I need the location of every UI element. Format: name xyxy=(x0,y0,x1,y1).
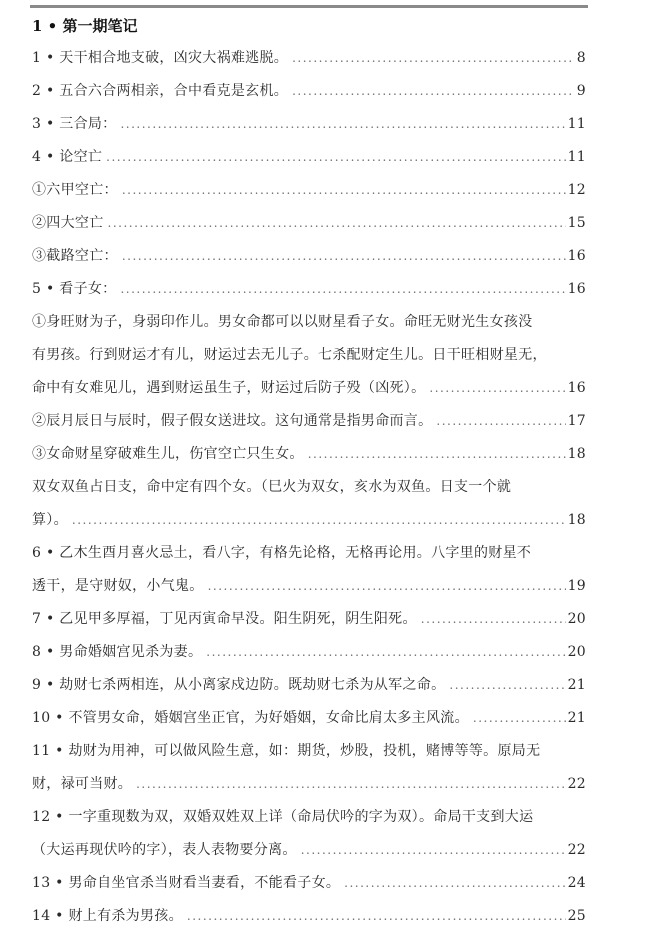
toc-entry[interactable] xyxy=(30,405,588,438)
top-divider xyxy=(30,5,588,8)
dot-leader xyxy=(429,372,565,405)
toc-entry-text-line: ②四大空亡 xyxy=(32,215,104,231)
toc-entry-text-line: 双女双鱼占日支，命中定有四个女。（巳火为双女，亥水为双鱼。日支一个就 xyxy=(32,479,512,495)
dot-leader xyxy=(436,405,565,438)
toc-entry-text-line: 8 • 男命婚姻宫见杀为妻。 xyxy=(32,644,203,660)
toc-entry-text-line: 12 • 一字重现数为双，双婚双姓双上详（命局伏吟的字为双）。命局干支到大运 xyxy=(32,809,534,825)
toc-entry[interactable] xyxy=(30,801,588,867)
toc-entry-final-line xyxy=(32,636,588,669)
page-number: 16 xyxy=(567,380,586,396)
page-number: 16 xyxy=(567,248,586,264)
page-number: 11 xyxy=(567,149,586,165)
toc-entry[interactable] xyxy=(30,108,588,141)
toc-entry[interactable] xyxy=(30,603,588,636)
toc-entry-text-line: 4 • 论空亡 xyxy=(32,149,103,165)
dot-leader xyxy=(72,504,566,537)
page-number: 22 xyxy=(567,842,586,858)
toc-entry[interactable] xyxy=(30,438,588,471)
toc-entry-text-line: ③截路空亡： xyxy=(32,248,118,264)
toc-entry[interactable] xyxy=(30,273,588,306)
toc-entry-text-line: ①六甲空亡： xyxy=(32,182,118,198)
toc-entry-text-line: 7 • 乙见甲多厚福，丁见丙寅命早没。阳生阴死，阴生阳死。 xyxy=(32,611,417,627)
toc-entry-text-line: 9 • 劫财七杀两相连，从小离家戍边防。既劫财七杀为从军之命。 xyxy=(32,677,446,693)
page-number: 24 xyxy=(567,875,586,891)
toc-entry-final-line xyxy=(32,75,588,108)
page-number: 25 xyxy=(567,908,586,924)
toc-entry-final-line xyxy=(32,900,588,933)
toc-entry-final-line xyxy=(32,141,588,174)
dot-leader xyxy=(108,207,566,240)
toc-entry-final-line xyxy=(32,768,588,801)
page-number: 15 xyxy=(567,215,586,231)
dot-leader xyxy=(473,702,566,735)
page-number: 19 xyxy=(567,578,586,594)
toc-entry-final-line xyxy=(32,42,588,75)
page-number: 8 xyxy=(576,50,586,66)
toc-entry-text-line: 算）。 xyxy=(32,512,68,528)
toc-entry[interactable] xyxy=(30,207,588,240)
toc-entry-final-line xyxy=(32,669,588,702)
page-number: 21 xyxy=(567,677,586,693)
page-number: 11 xyxy=(567,116,586,132)
toc-entry-final-line xyxy=(32,867,588,900)
toc-entry-final-line xyxy=(32,273,588,306)
toc-entry-text-line: 有男孩。行到财运才有儿，财运过去无儿子。七杀配财定生儿。日干旺相财星无， xyxy=(32,347,547,363)
toc-entry[interactable] xyxy=(30,669,588,702)
dot-leader xyxy=(292,42,572,75)
toc-entry-final-line xyxy=(32,108,588,141)
toc-page xyxy=(30,0,588,933)
toc-entry-text-line: 财，禄可当财。 xyxy=(32,776,133,792)
toc-entry[interactable] xyxy=(30,306,588,405)
dot-leader xyxy=(208,570,566,603)
page-number: 22 xyxy=(567,776,586,792)
toc-entry-text-line: 3 • 三合局： xyxy=(32,116,117,132)
dot-leader xyxy=(301,834,566,867)
dot-leader xyxy=(120,273,565,306)
toc-entry[interactable] xyxy=(30,867,588,900)
toc-entry[interactable] xyxy=(30,636,588,669)
table-of-contents xyxy=(30,42,588,933)
toc-entry[interactable] xyxy=(30,537,588,603)
toc-entry[interactable] xyxy=(30,702,588,735)
toc-entry-final-line xyxy=(32,372,588,405)
toc-entry-text-line: 2 • 五合六合两相亲，合中看克是玄机。 xyxy=(32,83,289,99)
dot-leader xyxy=(421,603,566,636)
page-number: 18 xyxy=(567,446,586,462)
toc-entry-final-line xyxy=(32,834,588,867)
dot-leader xyxy=(344,867,565,900)
toc-entry-text-line: 11 • 劫财为用神，可以做风险生意，如：期货，炒股，投机，赌博等等。原局无 xyxy=(32,743,541,759)
page-number: 21 xyxy=(567,710,586,726)
dot-leader xyxy=(136,768,565,801)
page-number: 9 xyxy=(576,83,586,99)
toc-entry-text-line: 6 • 乙木生酉月喜火忌土，看八字，有格先论格，无格再论用。八字里的财星不 xyxy=(32,545,532,561)
page-number: 12 xyxy=(567,182,586,198)
toc-entry[interactable] xyxy=(30,735,588,801)
toc-entry-final-line xyxy=(32,702,588,735)
toc-entry[interactable] xyxy=(30,240,588,273)
dot-leader xyxy=(122,174,566,207)
toc-entry-text-line: 1 • 天干相合地支破，凶灾大祸难逃脱。 xyxy=(32,50,289,66)
toc-entry-text-line: 13 • 男命自坐官杀当财看当妻看，不能看子女。 xyxy=(32,875,341,891)
page-number: 18 xyxy=(567,512,586,528)
dot-leader xyxy=(122,240,566,273)
page-number: 20 xyxy=(567,644,586,660)
toc-entry[interactable] xyxy=(30,174,588,207)
dot-leader xyxy=(106,141,565,174)
toc-entry[interactable] xyxy=(30,471,588,537)
toc-entry-final-line xyxy=(32,603,588,636)
page-number: 16 xyxy=(567,281,586,297)
dot-leader xyxy=(308,438,566,471)
dot-leader xyxy=(120,108,565,141)
toc-entry-final-line xyxy=(32,207,588,240)
toc-entry[interactable] xyxy=(30,141,588,174)
toc-entry-text-line: 5 • 看子女： xyxy=(32,281,117,297)
toc-entry[interactable] xyxy=(30,42,588,75)
dot-leader xyxy=(187,900,566,933)
toc-entry-text-line: ①身旺财为子，身弱印作儿。男女命都可以以财星看子女。命旺无财光生女孩没 xyxy=(32,314,533,330)
toc-entry-text-line: （大运再现伏吟的字），表人表物要分离。 xyxy=(32,842,297,858)
dot-leader xyxy=(206,636,565,669)
page-number: 17 xyxy=(567,413,586,429)
toc-entry-text-line: 10 • 不管男女命，婚姻宫坐正官，为好婚姻，女命比肩太多主风流。 xyxy=(32,710,469,726)
dot-leader xyxy=(292,75,572,108)
toc-entry-text-line: 14 • 财上有杀为男孩。 xyxy=(32,908,183,924)
section-heading[interactable]: 1 • 第一期笔记 xyxy=(32,17,138,35)
toc-entry-text-line: ③女命财星穿破难生儿，伤官空亡只生女。 xyxy=(32,446,304,462)
toc-entry-final-line xyxy=(32,240,588,273)
toc-entry-final-line xyxy=(32,174,588,207)
toc-entry-text-line: 透干，是守财奴，小气鬼。 xyxy=(32,578,204,594)
dot-leader xyxy=(449,669,565,702)
toc-entry[interactable] xyxy=(30,900,588,933)
toc-entry-final-line xyxy=(32,438,588,471)
toc-entry-text-line: 命中有女难见儿，遇到财运虽生子，财运过后防子殁（凶死）。 xyxy=(32,380,426,396)
toc-entry-final-line xyxy=(32,504,588,537)
toc-entry[interactable] xyxy=(30,75,588,108)
page-number: 20 xyxy=(567,611,586,627)
toc-entry-final-line xyxy=(32,570,588,603)
toc-entry-text-line: ②辰月辰日与辰时，假子假女送进坟。这句通常是指男命而言。 xyxy=(32,413,433,429)
toc-entry-final-line xyxy=(32,405,588,438)
